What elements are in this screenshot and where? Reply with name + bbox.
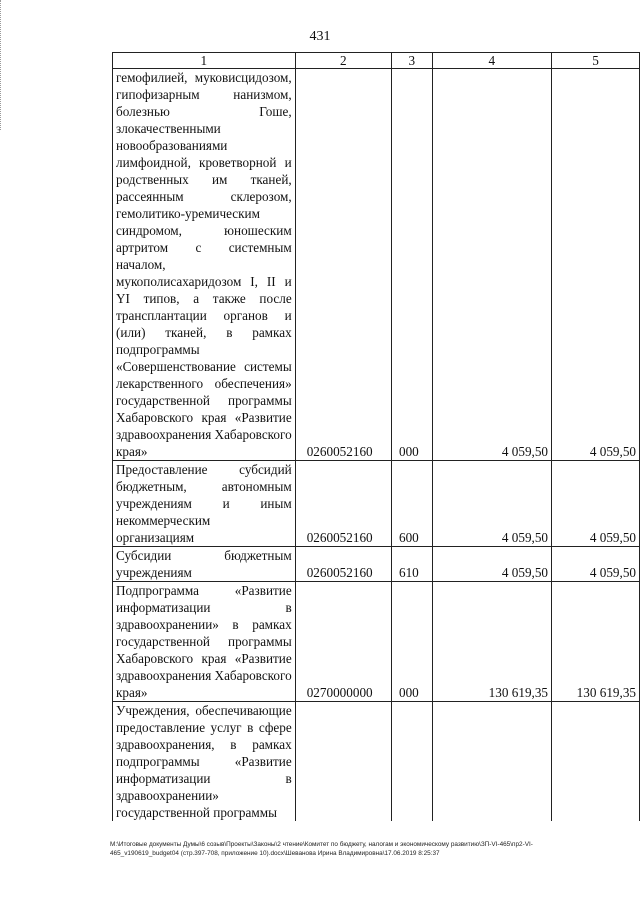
- row-code: [295, 702, 391, 822]
- row-code: 0260052160: [295, 547, 391, 582]
- row-name: Субсидии бюджетным учреждениям: [113, 547, 296, 582]
- row-type: 000: [391, 582, 432, 702]
- document-path-footer: [110, 840, 620, 858]
- page-number: 431: [309, 29, 331, 44]
- row-type: [391, 702, 432, 822]
- table-row: [113, 547, 640, 582]
- row-name: Учреждения, обеспечивающие предоставление услуг в сфере здравоохранения, в рамках подпрограммы «Развитие информатизации в здравоохранении» государственной программы: [113, 702, 296, 822]
- column-header-1: 1: [113, 53, 296, 69]
- row-name: Подпрограмма «Развитие информатизации в здравоохранении» в рамках государственной программы Хабаровского края «Развитие здравоохранения Хабаровского края»: [113, 582, 296, 702]
- margin-dotted-line: [0, 0, 2, 130]
- table-header-row: [113, 53, 640, 69]
- row-value-5: 130 619,35: [552, 582, 640, 702]
- row-code: 0260052160: [295, 69, 391, 461]
- row-value-4: 4 059,50: [432, 69, 552, 461]
- table-row: [113, 582, 640, 702]
- row-value-5: 4 059,50: [552, 461, 640, 547]
- row-value-4: [432, 702, 552, 822]
- budget-table: [112, 52, 640, 821]
- row-value-4: 4 059,50: [432, 547, 552, 582]
- row-code: 0260052160: [295, 461, 391, 547]
- footer-line-1: М:\Итоговые документы Думы\6 созыв\Проекты\Законы\2 чтение\Комитет по бюджету, налогам и экономическому развитию\ЗП-VI-465\пр2-VI-: [110, 841, 533, 848]
- row-value-4: 4 059,50: [432, 461, 552, 547]
- row-type: 600: [391, 461, 432, 547]
- row-value-5: 4 059,50: [552, 69, 640, 461]
- row-value-5: [552, 702, 640, 822]
- row-value-5: 4 059,50: [552, 547, 640, 582]
- footer-line-2: 465_v190619_budget04 (стр.397-708, приложение 10).docx\Шеванова Ирина Владимировна\17.06.2019 8:25:37: [110, 850, 440, 857]
- row-value-4: 130 619,35: [432, 582, 552, 702]
- row-name: гемофилией, муковисцидозом, гипофизарным нанизмом, болезнью Гоше, злокачественными новообразованиями лимфоидной, кроветворной и родственных им тканей, рассеянным склерозом, гемолитико-уремическим синдромом, юношеским артритом с системным началом, мукополисахаридозом I, II и YI типов, а также после трансплантации органов и (или) тканей, в рамках подпрограммы «Совершенствование системы лекарственного обеспечения» государственной программы Хабаровского края «Развитие здравоохранения Хабаровского края»: [113, 69, 296, 461]
- column-header-4: 4: [432, 53, 552, 69]
- column-header-3: 3: [391, 53, 432, 69]
- table-row: [113, 69, 640, 461]
- row-type: 610: [391, 547, 432, 582]
- table-row: [113, 461, 640, 547]
- column-header-2: 2: [295, 53, 391, 69]
- table-row: [113, 702, 640, 822]
- row-code: 0270000000: [295, 582, 391, 702]
- row-type: 000: [391, 69, 432, 461]
- column-header-5: 5: [552, 53, 640, 69]
- row-name: Предоставление субсидий бюджетным, автономным учреждениям и иным некоммерческим организациям: [113, 461, 296, 547]
